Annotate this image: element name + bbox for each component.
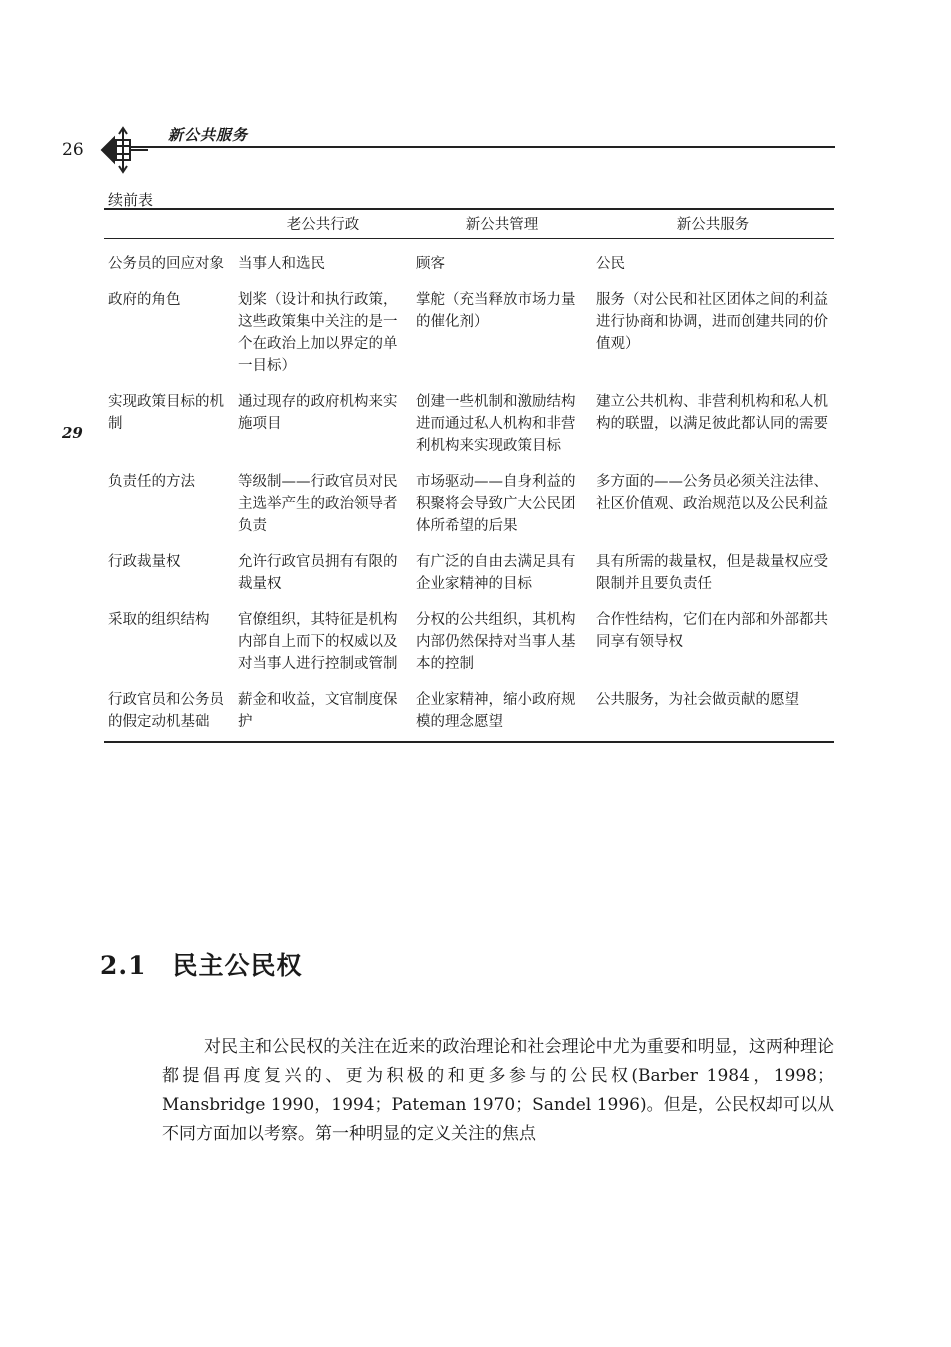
section-number: 2.1 [100, 951, 147, 980]
page-number: 26 [62, 140, 84, 160]
table-cell: 分权的公共组织，其机构内部仍然保持对当事人基本的控制 [416, 612, 576, 672]
table-cell: 通过现存的政府机构来实施项目 [238, 394, 398, 432]
row-label: 政府的角色 [108, 292, 181, 308]
table-cell: 等级制——行政官员对民主选举产生的政治领导者负责 [238, 474, 398, 534]
table-row [104, 683, 834, 742]
column-header: 新公共服务 [676, 217, 750, 233]
table-cell: 官僚组织，其特征是机构内部自上而下的权威以及对当事人进行控制或管制 [238, 612, 398, 672]
row-label: 行政官员和公务员的假定动机基础 [108, 692, 224, 730]
table-cell: 多方面的——公务员必须关注法律、社区价值观、政治规范以及公民利益 [596, 474, 828, 512]
comparison-table [104, 208, 834, 743]
table-cell: 建立公共机构、非营利机构和私人机构的联盟，以满足彼此都认同的需要 [596, 394, 828, 432]
row-label: 行政裁量权 [108, 554, 181, 570]
table-cell: 具有所需的裁量权，但是裁量权应受限制并且要负责任 [596, 554, 828, 592]
table-row [104, 239, 834, 284]
column-header: 新公共管理 [465, 217, 539, 233]
table-row [104, 385, 834, 465]
table-row [104, 603, 834, 683]
body-paragraph [162, 1033, 834, 1149]
table-cell: 服务（对公民和社区团体之间的利益进行协商和协调，进而创建共同的价值观） [596, 292, 828, 352]
table-cell: 市场驱动——自身利益的积聚将会导致广大公民团体所希望的后果 [416, 474, 576, 534]
table-cell: 划桨（设计和执行政策，这些政策集中关注的是一个在政治上加以界定的单一目标） [238, 292, 398, 374]
row-label: 采取的组织结构 [108, 612, 210, 628]
table-cell: 有广泛的自由去满足具有企业家精神的目标 [416, 554, 576, 592]
table-header-row [104, 209, 834, 239]
table-cell: 当事人和选民 [238, 256, 325, 272]
table-cell: 创建一些机制和激励结构进而通过私人机构和非营利机构来实现政策目标 [416, 394, 576, 454]
table-cell: 顾客 [416, 256, 445, 272]
column-header: 老公共行政 [286, 217, 360, 233]
table-row [104, 283, 834, 385]
table-cell: 允许行政官员拥有有限的裁量权 [238, 554, 398, 592]
table-cell: 企业家精神，缩小政府规模的理念愿望 [416, 692, 576, 730]
row-label: 公务员的回应对象 [108, 256, 224, 272]
paragraph-text: 对民主和公民权的关注在近来的政治理论和社会理论中尤为重要和明显，这两种理论都提倡再度复兴的、更为积极的和更多参与的公民权(Barber 1984，1998；Mansbridge 1990，1994；Pateman 1970；Sandel 1996)。但是，公民权却可以从不同方面加以考察。第一种明显的定义关注的焦点 [162, 1037, 834, 1144]
table-caption: 续前表 [108, 191, 154, 209]
header-rule [130, 146, 835, 148]
ornament-icon [98, 126, 148, 174]
table-cell: 公共服务，为社会做贡献的愿望 [596, 692, 799, 708]
table-cell: 掌舵（充当释放市场力量的催化剂） [416, 292, 576, 330]
section-title: 民主公民权 [172, 951, 303, 980]
table-row [104, 465, 834, 545]
column-header [104, 209, 234, 239]
row-label: 负责任的方法 [108, 474, 195, 490]
margin-page-reference: 29 [62, 424, 83, 442]
row-label: 实现政策目标的机制 [108, 394, 224, 432]
table-row [104, 545, 834, 603]
section-heading [100, 946, 303, 982]
table-cell: 合作性结构，它们在内部和外部都共同享有领导权 [596, 612, 828, 650]
table-cell: 薪金和收益，文官制度保护 [238, 692, 398, 730]
table-cell: 公民 [596, 256, 625, 272]
running-head: 新公共服务 [168, 126, 249, 144]
